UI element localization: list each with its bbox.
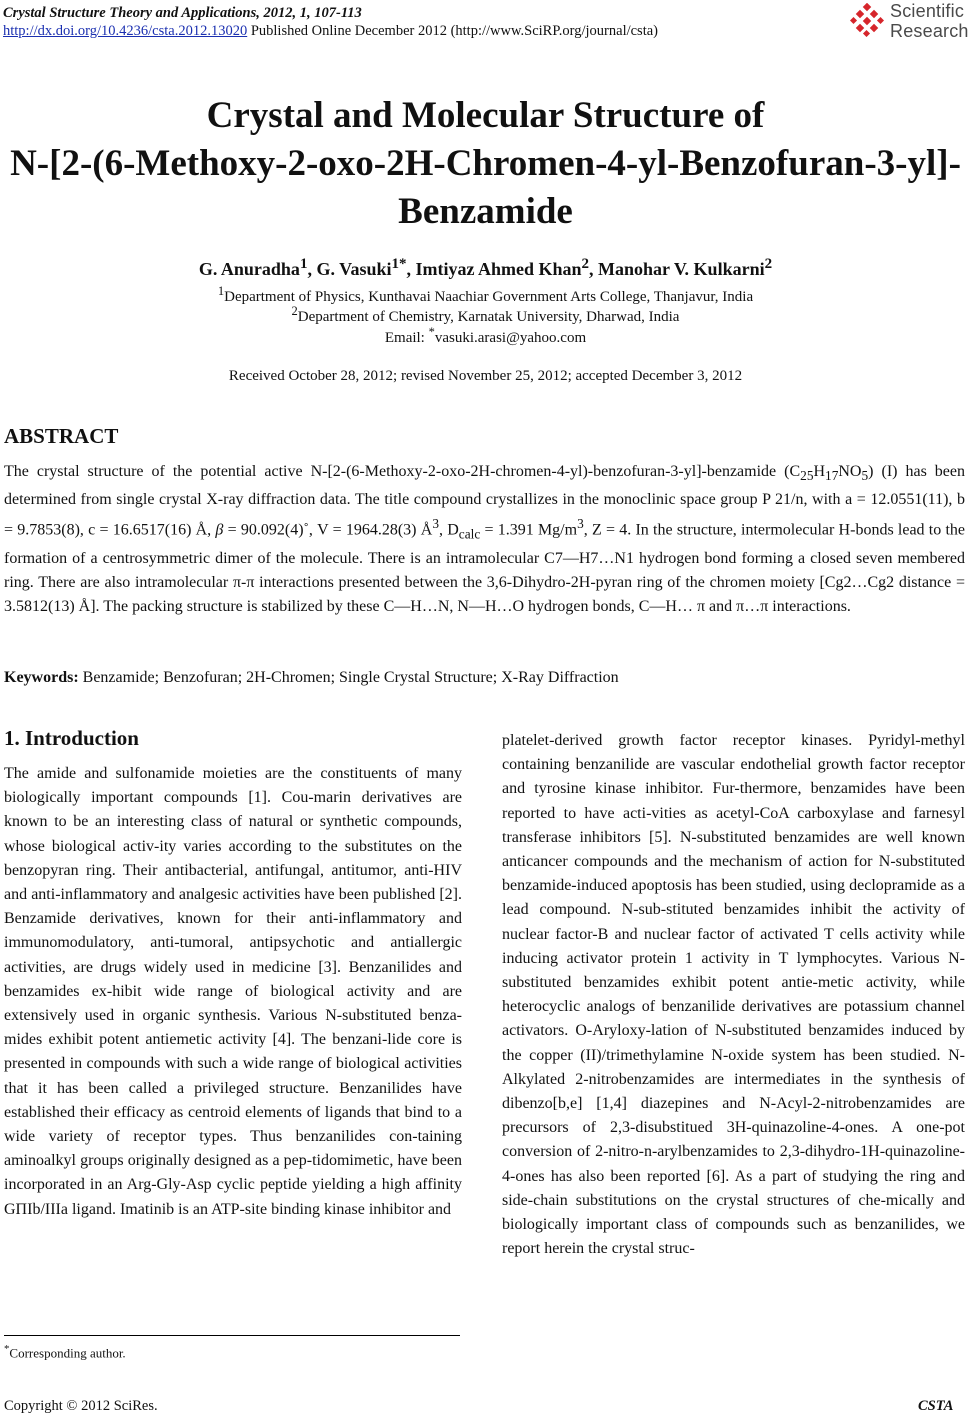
footnote (4, 1343, 126, 1361)
abstract-part: = 90.092(4)˚, V = 1964.28(3) Å (223, 521, 433, 539)
author-2: , G. Vasuki (307, 259, 392, 279)
author-1: G. Anuradha (198, 259, 300, 279)
keywords-line (4, 669, 619, 687)
superscript: 3 (577, 516, 584, 532)
affiliation-2 (0, 304, 971, 326)
subscript: 17 (825, 468, 839, 484)
abstract-text (4, 460, 965, 619)
doi-link[interactable]: http://dx.doi.org/10.4236/csta.2012.13020 (3, 23, 248, 39)
footnote-text: Corresponding author. (9, 1345, 126, 1361)
publisher-logo (850, 0, 968, 44)
keywords-label: Keywords: (4, 669, 79, 686)
author-4-affil: 2 (764, 256, 773, 272)
subscript: 25 (800, 468, 814, 484)
copyright-footer: Copyright © 2012 SciRes. (4, 1398, 158, 1414)
subscript: calc (458, 526, 481, 542)
abstract-part: , D (438, 521, 459, 539)
affiliation-1 (0, 284, 971, 306)
doi-line (3, 22, 658, 40)
journal-abbreviation: CSTA (918, 1398, 954, 1414)
footnote-marker: * (4, 1343, 10, 1355)
email-line (0, 325, 971, 347)
affiliation-1-marker: 1 (217, 284, 225, 298)
abstract-part: ) (I) has been determined from single crystal X-ray diffraction data. The title compound crystallizes in the monoclinic space group P 21/n, with a = 12.0551(11), b = 9.7853(8), c = 16.6517(16) Å, (4, 463, 966, 539)
author-4: , Manohar V. Kulkarni (589, 259, 765, 279)
abstract-part: = 1.391 Mg/m (480, 521, 578, 539)
affiliation-2-marker: 2 (291, 304, 298, 318)
title-line-1: Crystal and Molecular Structure of (206, 95, 765, 136)
title-line-2: N-[2-(6-Methoxy-2-oxo-2H-Chromen-4-yl-Benzofuran-3-yl]- (10, 143, 961, 184)
journal-citation-line (3, 4, 658, 22)
received-dates: Received October 28, 2012; revised November 25, 2012; accepted December 3, 2012 (228, 368, 743, 384)
abstract-part: The crystal structure of the potential active N-[2-(6-Methoxy-2-oxo-2H-chromen-4-yl)-benzofuran-3-yl]-benzamide (C (4, 463, 801, 480)
email-marker: * (428, 325, 435, 339)
author-3-affil: 2 (581, 256, 590, 272)
paper-title (0, 92, 971, 236)
abstract-heading: ABSTRACT (4, 424, 119, 448)
abstract-part: H (813, 463, 826, 480)
author-1-affil: 1 (299, 256, 308, 272)
author-2-affil: 1* (391, 256, 407, 272)
abstract-part: , Z = 4. In the structure, intermolecular H-bonds lead to the formation of a centrosymmetric dimer of the molecule. There is an intramolecular C7—H7…N1 hydrogen bond forming a closed seven membered ring. There are also intramolecular π-π interactions presented between the 3,6-Dihydro-2H-pyran ring of the chromen moiety [Cg2…Cg2 distance = 3.5812(13) Å]. The packing structure is stabilized by these C—H…N, N—H…O hydrogen bonds, C—H… π and π…π interactions. (4, 521, 966, 615)
journal-name: Crystal Structure Theory and Applications (3, 5, 257, 21)
running-header (3, 4, 658, 40)
logo-text-research: Research (890, 21, 969, 41)
scirp-logo-icon (850, 3, 884, 37)
abstract-part: NO (838, 463, 862, 480)
section-heading-introduction: 1. Introduction (4, 726, 139, 750)
logo-text-scientific: Scientific (890, 1, 965, 21)
published-note: Published Online December 2012 (http://www.SciRP.org/journal/csta) (247, 23, 658, 39)
keywords-text: Benzamide; Benzofuran; 2H-Chromen; Single Crystal Structure; X-Ray Diffraction (78, 669, 619, 686)
author-list (0, 256, 971, 280)
affiliation-2-text: Department of Chemistry, Karnatak University, Dharwad, India (297, 309, 680, 325)
subscript: 5 (861, 468, 869, 484)
email-label: Email: (384, 330, 429, 346)
intro-left-column: The amide and sulfonamide moieties are the constituents of many biologically important compounds [1]. Cou-marin derivatives are known to be an interesting class of natural or synthetic compounds, whose biological activ-ity varies according to the substitutes on the benzopyran ring. Their antibacterial, antifungal, antitumor, anti-HIV and anti-inflammatory and analgesic activities have been published [2]. Benzamide derivatives, known for their anti-inflammatory and immunomodulatory, anti-tumoral, antipsychotic and antiallergic activities, are drugs widely used in medicine [3]. Benzanilides and benzamides ex-hibit wide range of biological activity and are extensively used in organic synthesis. Various N-substituted benza-mides exhibit potent antiemetic activity [4]. The benzani-lide core is presented in compounds with such a wide range of biological activities that it has been called a privileged structure. Benzanilides have established their efficacy as centroid elements of ligands that bind to a wide variety of receptor types. Thus benzanilides con-taining aminoalkyl groups originally designed as a pep-tidomimetic, have been incorporated in an Arg-Gly-Asp cyclic peptide yielding a high affinity GПIb/IIIa ligand. Imatinib is an ATP-site binding kinase inhibitor and (4, 765, 462, 1218)
author-3: , Imtiyaz Ahmed Khan (406, 259, 582, 279)
email-address[interactable]: vasuki.arasi@yahoo.com (434, 330, 587, 346)
title-line-3: Benzamide (398, 191, 573, 232)
intro-right-column: platelet-derived growth factor receptor kinases. Pyridyl-methyl containing benzanilide are vascular endothelial growth factor receptor and tyrosine kinase inhibitor. Fur-thermore, benzamides have been reported to have acti-vities as acetyl-CoA carboxylase and farnesyl transferase inhibitors [5]. N-substituted benzamides are well known anticancer compounds and the mechanism of action for N-substituted benzamide-induced apoptosis has been studied, using declopramide as a lead compound. N-sub-stituted benzamides inhibit the activity of nuclear factor-B and nuclear factor of activated T cells activity while inducing activator protein 1 activity in T lymphocytes. Various N-substituted benzamides exhibit potent antie-metic activity, while heterocyclic analogs of benzanilide derivatives are potassium channel activators. O-Aryloxy-lation of N-substituted benzamides induced by the copper (II)/trimethylamine N-oxide system has been studied. N-Alkylated 2-nitrobenzamides are intermediates in the synthesis of dibenzo[b,e] [1,4] diazepines and N-Acyl-2-nitrobenzamides are precursors of 2,3-disubstitued 3H-quinazoline-4-ones. A one-pot conversion of 2-nitro-n-arylbenzamides to 2,3-dihydro-1H-quinazoline-4-ones has also been reported [6]. As a part of studying the ring and side-chain substitutions on the crystal structures of che-mically and biologically important class of compounds such as benzanilides, we report herein the crystal struc- (502, 732, 965, 1258)
footnote-rule (4, 1335, 460, 1336)
beta-symbol: β (215, 521, 224, 539)
affiliation-1-text: Department of Physics, Kunthavai Naachiar Government Arts College, Thanjavur, India (224, 289, 754, 305)
superscript: 3 (432, 516, 439, 532)
journal-citation: , 2012, 1, 107-113 (256, 5, 362, 21)
